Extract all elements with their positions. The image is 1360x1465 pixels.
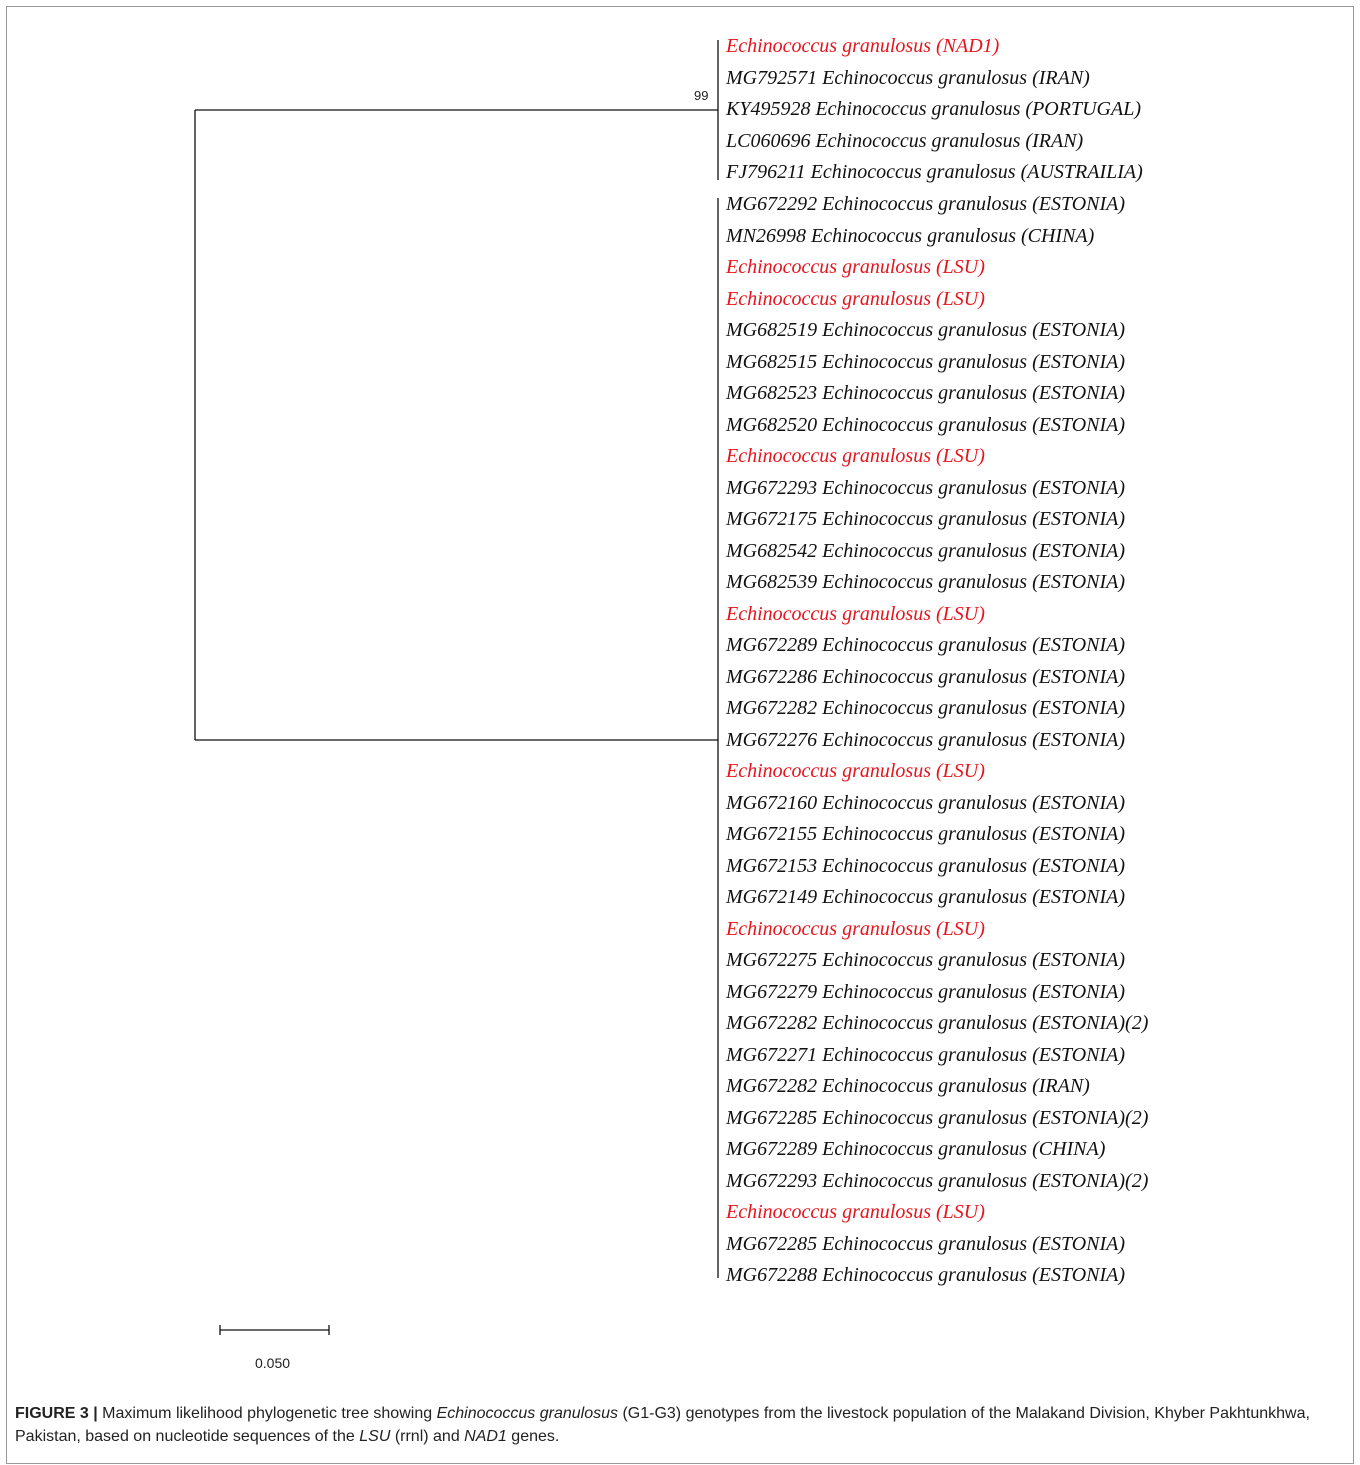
leaf-label: MG672279 Echinococcus granulosus (ESTONIA)	[726, 980, 1126, 1003]
leaf-label: MG682542 Echinococcus granulosus (ESTONIA)	[726, 539, 1126, 562]
leaf-label: MG672293 Echinococcus granulosus (ESTONIA)	[726, 476, 1126, 499]
leaf-label: MG672155 Echinococcus granulosus (ESTONIA)	[726, 823, 1126, 845]
caption-text: (rrnl) and	[390, 1428, 465, 1445]
leaf-label: MG672285 Echinococcus granulosus (ESTONIA)(2)	[726, 1106, 1149, 1129]
leaf-label: MG672275 Echinococcus granulosus (ESTONIA)	[726, 949, 1126, 971]
caption-gene-nad1: NAD1	[464, 1428, 507, 1445]
caption-text: Maximum likelihood phylogenetic tree showing	[97, 1405, 437, 1422]
leaf-label: MG792571 Echinococcus granulosus (IRAN)	[726, 66, 1090, 89]
leaf-label: MG672271 Echinococcus granulosus (ESTONIA)	[726, 1043, 1126, 1066]
scale-bar-label: 0.050	[255, 1355, 291, 1371]
leaf-label: MG672282 Echinococcus granulosus (ESTONIA)(2)	[726, 1012, 1149, 1034]
leaf-label: MG672276 Echinococcus granulosus (ESTONIA)	[726, 728, 1126, 751]
leaf-label: MG672175 Echinococcus granulosus (ESTONIA)	[726, 508, 1126, 530]
leaf-label: Echinococcus granulosus (LSU)	[726, 256, 985, 278]
leaf-label: MG672293 Echinococcus granulosus (ESTONIA)(2)	[726, 1169, 1149, 1192]
caption-text: genes.	[506, 1428, 560, 1445]
leaf-label: MG672288 Echinococcus granulosus (ESTONIA)	[726, 1264, 1126, 1286]
leaf-label: MG672153 Echinococcus granulosus (ESTONIA)	[726, 854, 1126, 877]
caption-gene-lsu: LSU	[359, 1428, 391, 1445]
leaf-label: MG672149 Echinococcus granulosus (ESTONIA)	[726, 886, 1126, 908]
leaf-label: Echinococcus granulosus (LSU)	[726, 760, 985, 782]
leaf-label: Echinococcus granulosus (LSU)	[726, 917, 985, 940]
leaf-label: Echinococcus granulosus (LSU)	[726, 602, 985, 625]
leaf-label: MG672282 Echinococcus granulosus (ESTONIA)	[726, 697, 1126, 719]
caption-species: Echinococcus granulosus	[436, 1405, 618, 1422]
leaf-label: Echinococcus granulosus (LSU)	[726, 445, 985, 467]
leaf-label: MG672292 Echinococcus granulosus (ESTONIA)	[726, 193, 1126, 215]
figure-caption	[15, 1402, 1335, 1448]
leaf-label: MG672160 Echinococcus granulosus (ESTONIA)	[726, 791, 1126, 814]
leaf-label: MN26998 Echinococcus granulosus (CHINA)	[726, 224, 1095, 247]
caption-text: (G1-G3) genotypes from the livestock population of the Malakand Division, Khyber Pakhtunkhwa, Pakistan, based on nucleotide sequences of the	[15, 1405, 1310, 1445]
leaf-label: LC060696 Echinococcus granulosus (IRAN)	[726, 129, 1084, 152]
leaf-label: MG672282 Echinococcus granulosus (IRAN)	[726, 1075, 1090, 1097]
leaf-label: MG682539 Echinococcus granulosus (ESTONIA)	[726, 571, 1126, 593]
leaf-label: Echinococcus granulosus (NAD1)	[726, 35, 1000, 57]
leaf-label: Echinococcus granulosus (LSU)	[726, 1201, 985, 1223]
figure-number: FIGURE 3 |	[15, 1405, 98, 1422]
leaf-label: MG682519 Echinococcus granulosus (ESTONIA)	[726, 319, 1126, 341]
leaf-label: FJ796211 Echinococcus granulosus (AUSTRAILIA)	[726, 161, 1143, 183]
leaf-label: MG672289 Echinococcus granulosus (ESTONIA)	[726, 634, 1126, 656]
leaf-label: MG672289 Echinococcus granulosus (CHINA)	[726, 1138, 1106, 1160]
leaf-label: MG682520 Echinococcus granulosus (ESTONIA)	[726, 413, 1126, 436]
leaf-label: Echinococcus granulosus (LSU)	[726, 287, 985, 310]
leaf-label: MG672285 Echinococcus granulosus (ESTONIA)	[726, 1232, 1126, 1255]
leaf-label: MG682523 Echinococcus granulosus (ESTONIA)	[726, 382, 1126, 404]
leaf-label: MG672286 Echinococcus granulosus (ESTONIA)	[726, 665, 1126, 688]
leaf-label: KY495928 Echinococcus granulosus (PORTUGAL)	[726, 98, 1141, 120]
leaf-label: MG682515 Echinococcus granulosus (ESTONIA)	[726, 350, 1126, 373]
bootstrap-support-value: 99	[694, 88, 709, 103]
